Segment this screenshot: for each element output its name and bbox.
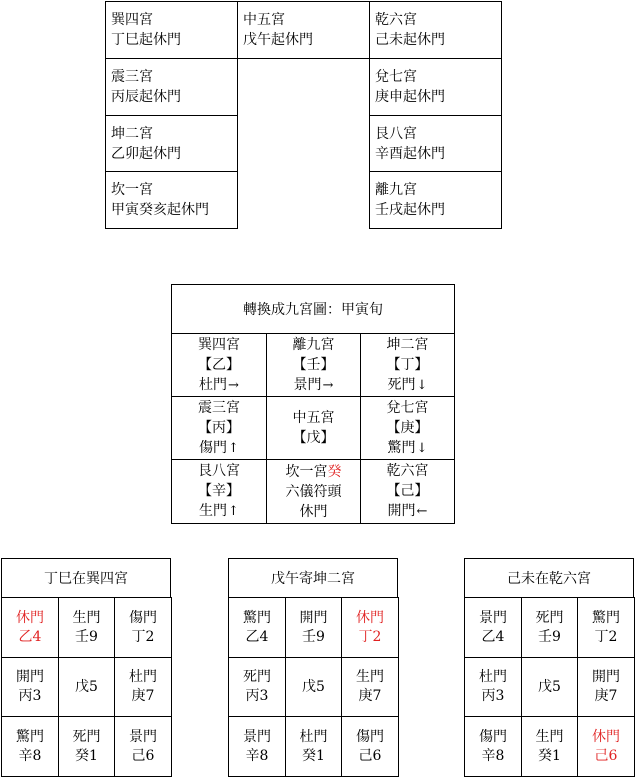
- door-label: 杜門: [199, 376, 228, 393]
- door-label: 傷門: [199, 439, 228, 456]
- bottom-grid-cell: [521, 716, 578, 777]
- bottom-grid-cell: [521, 657, 578, 717]
- arrow-up-icon: ↑: [228, 504, 239, 519]
- palace-name: 巽四宮: [198, 336, 240, 353]
- bottom-grid-cell: [577, 597, 635, 658]
- bottom-grid-cell: [58, 597, 115, 658]
- stem-number-label: 乙4: [18, 628, 42, 645]
- stem-number-label: 辛8: [18, 747, 42, 764]
- bottom-grid-cell: [1, 716, 59, 777]
- top-cell-qian6: [369, 1, 502, 59]
- bottom-grid-cell: [464, 657, 522, 717]
- top-cell-xun4: [105, 1, 238, 59]
- door-label: 杜門: [129, 669, 157, 685]
- door-label: 開門: [592, 669, 620, 685]
- arrow-down-icon: ↓: [416, 377, 428, 393]
- door-row: [294, 375, 334, 396]
- bottom-grid-cell: [228, 657, 286, 717]
- bottom-grid-cell: [1, 597, 59, 658]
- door-label: 死門: [387, 376, 416, 393]
- door-label: 死門: [535, 609, 564, 626]
- stem-label: 【丁】: [386, 356, 429, 373]
- top-cell-gen8: [369, 115, 502, 172]
- palace-rule: 壬戌起休門: [375, 202, 445, 218]
- door-label: 傷門: [129, 609, 157, 626]
- door-label: 驚門: [592, 609, 620, 626]
- stem-number-label: 乙4: [245, 628, 269, 645]
- palace-rule: 甲寅癸亥起休門: [111, 202, 209, 218]
- bottom-grid-cell: [341, 716, 399, 777]
- bottom-grid-caption: 戊午寄坤二宮: [228, 558, 398, 598]
- mid-cell-kun2: [360, 333, 455, 397]
- palace-name-row: [286, 462, 342, 482]
- stem-number-label: 己6: [358, 747, 382, 764]
- bottom-grid-cell: [228, 716, 286, 777]
- door-label: 驚門: [387, 439, 416, 456]
- stem-number-label: 戊5: [538, 678, 561, 695]
- palace-name: 坤二宮: [386, 336, 429, 353]
- bottom-grid-caption: 己未在乾六宮: [464, 558, 634, 598]
- top-cell-zhong5: [237, 1, 370, 59]
- stem-number-label: 丁2: [594, 628, 618, 645]
- stem-label: 【辛】: [198, 483, 240, 499]
- mid-cell-qian6: [360, 459, 455, 524]
- door-row: [388, 501, 428, 522]
- stem-number-label: 丙3: [481, 688, 505, 704]
- top-cell-li9: [369, 171, 502, 229]
- stem-number-label: 癸1: [75, 747, 98, 764]
- palace-name: 離九宮: [292, 336, 335, 353]
- palace-name: 乾六宮: [386, 463, 429, 479]
- door-row: [388, 375, 428, 396]
- stem-number-label: 癸1: [538, 747, 561, 764]
- palace-name: 震三宮: [111, 69, 153, 85]
- stem-label: 【丙】: [198, 419, 240, 436]
- palace-rule: 庚申起休門: [375, 89, 445, 105]
- bottom-grid-cell: [114, 716, 172, 777]
- door-label: 休門: [16, 609, 44, 626]
- door-label: 休門: [299, 503, 328, 520]
- stem-number-label: 壬9: [538, 628, 561, 645]
- door-label: 開門: [16, 669, 44, 685]
- arrow-up-icon: ↑: [228, 440, 239, 456]
- bottom-grid-cell: [521, 597, 578, 658]
- palace-rule: 丙辰起休門: [111, 89, 181, 105]
- palace-rule: 戊午起休門: [243, 32, 313, 48]
- door-label: 開門: [299, 609, 328, 626]
- palace-name: 兌七宮: [386, 399, 429, 416]
- stem-number-label: 壬9: [302, 628, 325, 645]
- stem-number-label: 辛8: [481, 747, 505, 764]
- stem-number-label: 癸1: [302, 747, 325, 764]
- stem-number-label: 己6: [131, 747, 155, 764]
- palace-name: 艮八宮: [198, 463, 240, 479]
- door-label: 開門: [387, 503, 416, 519]
- stem-number-label: 辛8: [245, 747, 269, 764]
- mid-cell-gen8: [171, 459, 267, 524]
- door-label: 休門: [356, 609, 384, 626]
- top-cell-dui7: [369, 58, 502, 116]
- door-label: 杜門: [479, 669, 507, 685]
- door-label: 驚門: [16, 728, 44, 745]
- door-row: [199, 438, 239, 459]
- bottom-grid-cell: [285, 716, 342, 777]
- door-label: 傷門: [479, 728, 507, 745]
- door-row: [388, 438, 428, 459]
- palace-name: 離九宮: [375, 182, 417, 198]
- bottom-grid-cell: [577, 657, 635, 717]
- bottom-grid-cell: [464, 716, 522, 777]
- stem-label: 【庚】: [386, 419, 429, 436]
- door-label: 生門: [72, 609, 101, 626]
- door-label: 景門: [293, 376, 322, 393]
- stem-number-label: 戊5: [75, 678, 98, 695]
- stem-number-label: 丙3: [245, 688, 269, 704]
- mid-cell-zhen3: [171, 396, 267, 460]
- stem-number-label: 戊5: [302, 678, 325, 695]
- door-row: [199, 375, 239, 396]
- mid-cell-zhong5: [266, 396, 361, 460]
- bottom-grid-cell: [1, 657, 59, 717]
- top-cell-kan1: [105, 171, 238, 229]
- stem-number-label: 丁2: [358, 628, 382, 645]
- palace-rule: 己未起休門: [375, 32, 445, 48]
- stem-label: 【戊】: [292, 430, 335, 446]
- bottom-grid-cell: [285, 657, 342, 717]
- stem-label: 【壬】: [292, 356, 335, 373]
- door-label: 死門: [243, 669, 271, 685]
- palace-rule: 辛酉起休門: [375, 146, 445, 162]
- bottom-grid-cell: [58, 716, 115, 777]
- bottom-grid-cell: [341, 657, 399, 717]
- door-label: 傷門: [356, 728, 384, 745]
- mid-cell-li9: [266, 333, 361, 397]
- palace-name: 震三宮: [198, 399, 240, 416]
- door-row: [199, 501, 239, 522]
- palace-name: 坤二宮: [111, 126, 153, 142]
- bottom-grid-cell: [58, 657, 115, 717]
- door-label: 景門: [479, 609, 507, 626]
- bottom-grid-cell: [285, 597, 342, 658]
- mid-cell-dui7: [360, 396, 455, 460]
- bottom-grid-cell: [577, 716, 635, 777]
- mid-cell-kan1: [266, 459, 361, 524]
- top-cell-zhen3: [105, 58, 238, 116]
- palace-name: 兌七宮: [375, 69, 417, 85]
- palace-name: 中五宮: [243, 12, 285, 28]
- stem-number-label: 庚7: [594, 688, 618, 704]
- palace-name: 坎一宮: [111, 182, 153, 198]
- palace-name: 坎一宮: [285, 463, 328, 480]
- door-label: 生門: [356, 669, 384, 685]
- palace-rule: 丁巳起休門: [111, 32, 181, 48]
- bottom-grid-cell: [341, 597, 399, 658]
- palace-suffix: 癸: [327, 463, 342, 480]
- middle-grid-title: 轉換成九宮圖：甲寅旬: [171, 284, 455, 334]
- stem-number-label: 丙3: [18, 688, 42, 704]
- palace-name: 乾六宮: [375, 12, 417, 28]
- door-label: 景門: [243, 728, 271, 745]
- stem-label: 【乙】: [198, 356, 240, 373]
- door-label: 驚門: [243, 609, 271, 626]
- stem-number-label: 乙4: [481, 628, 505, 645]
- door-label: 杜門: [299, 728, 328, 745]
- bottom-grid-cell: [114, 597, 172, 658]
- arrow-down-icon: ↓: [416, 440, 428, 456]
- bottom-grid-caption: 丁巳在巽四宮: [1, 558, 171, 598]
- arrow-right-icon: →: [228, 377, 239, 393]
- palace-rule: 乙卯起休門: [111, 146, 181, 162]
- door-label: 生門: [535, 728, 564, 745]
- mid-cell-xun4: [171, 333, 267, 397]
- palace-name: 巽四宮: [111, 12, 153, 28]
- door-label: 生門: [199, 503, 228, 519]
- stem-label: 六儀符頭: [285, 483, 342, 500]
- bottom-grid-cell: [228, 597, 286, 658]
- arrow-right-icon: →: [322, 377, 334, 393]
- palace-name: 艮八宮: [375, 126, 417, 142]
- top-cell-kun2: [105, 115, 238, 172]
- door-label: 景門: [129, 728, 157, 745]
- palace-name: 中五宮: [292, 410, 335, 426]
- arrow-left-icon: ←: [416, 504, 428, 519]
- stem-number-label: 己6: [594, 747, 618, 764]
- bottom-grid-cell: [464, 597, 522, 658]
- stem-number-label: 庚7: [131, 688, 155, 704]
- stem-label: 【己】: [386, 483, 429, 499]
- stem-number-label: 庚7: [358, 688, 382, 704]
- stem-number-label: 壬9: [75, 628, 98, 645]
- door-label: 死門: [72, 728, 101, 745]
- bottom-grid-cell: [114, 657, 172, 717]
- door-label: 休門: [592, 728, 620, 745]
- stem-number-label: 丁2: [131, 628, 155, 645]
